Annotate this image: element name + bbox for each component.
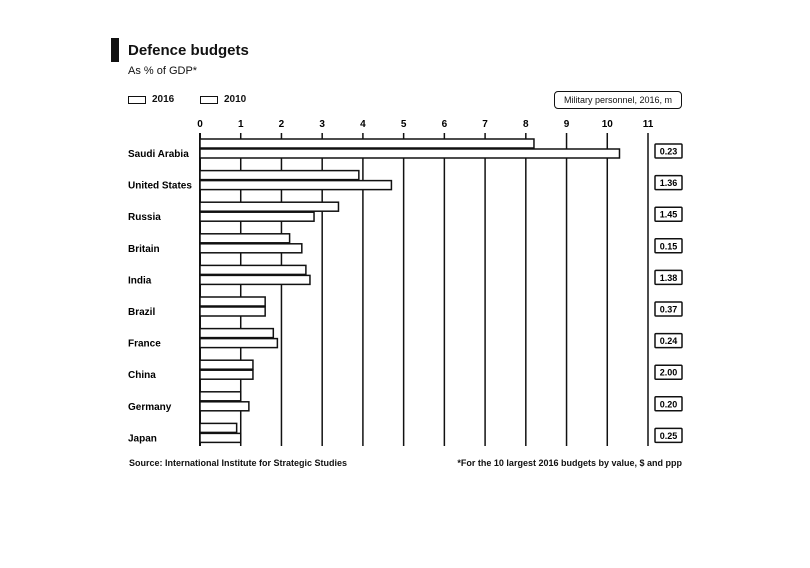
x-tick-label: 5 [400,119,407,130]
bar-2010 [200,149,619,158]
x-tick-label: 9 [563,119,570,130]
bar-2010 [200,402,249,411]
legend-label-2016: 2016 [152,94,175,105]
category-label: United States [128,180,192,192]
bar-2010 [200,433,241,442]
source-note: Source: International Institute for Strategic Studies [129,458,348,468]
bar-2016 [200,234,290,243]
x-tick-label: 10 [601,119,613,130]
bar-2016 [200,360,253,369]
x-tick-label: 7 [482,119,488,130]
bar-2016 [200,297,265,306]
side-value-label: 1.36 [659,178,678,189]
bar-2010 [200,181,391,190]
category-label: Brazil [128,307,156,318]
side-value-label: 0.24 [659,336,678,347]
category-label: Saudi Arabia [128,149,189,160]
category-label: Germany [128,401,172,413]
bar-2010 [200,275,310,284]
side-value-label: 2.00 [659,367,678,378]
category-label: Britain [128,243,160,255]
category-label: India [128,275,152,287]
legend-label-2010: 2010 [224,94,247,105]
x-tick-label: 11 [642,119,654,130]
x-tick-label: 6 [441,119,448,130]
bar-2010 [200,307,265,316]
bar-2016 [200,392,241,401]
category-label: France [128,338,161,350]
side-value-label: 0.23 [659,146,678,157]
bar-2010 [200,339,277,348]
chart-subtitle: As % of GDP* [128,65,198,77]
bar-2010 [200,370,253,379]
bar-2016 [200,139,534,148]
x-tick-label: 0 [197,119,203,130]
footnote: *For the 10 largest 2016 budgets by value, $ and ppp [457,458,682,468]
x-tick-label: 1 [237,119,244,130]
side-value-label: 0.15 [659,241,678,252]
bar-2016 [200,202,338,211]
side-value-label: 0.25 [659,430,678,441]
bar-2016 [200,329,273,338]
x-tick-label: 4 [360,119,366,130]
bar-2010 [200,212,314,221]
x-tick-label: 2 [278,119,285,130]
side-value-label: 0.20 [659,399,678,410]
bar-2016 [200,423,237,432]
side-panel-title: Military personnel, 2016, m [554,91,682,109]
side-value-label: 1.45 [659,209,678,220]
x-tick-label: 3 [319,119,325,130]
category-label: Japan [128,433,157,445]
side-value-label: 1.38 [659,272,678,283]
bar-2010 [200,244,302,253]
bar-2016 [200,171,359,180]
side-value-label: 0.37 [659,304,678,315]
chart-title: Defence budgets [128,42,249,59]
bar-2016 [200,265,306,274]
x-tick-label: 8 [523,119,529,130]
category-label: Russia [128,212,161,224]
category-label: China [128,370,156,382]
